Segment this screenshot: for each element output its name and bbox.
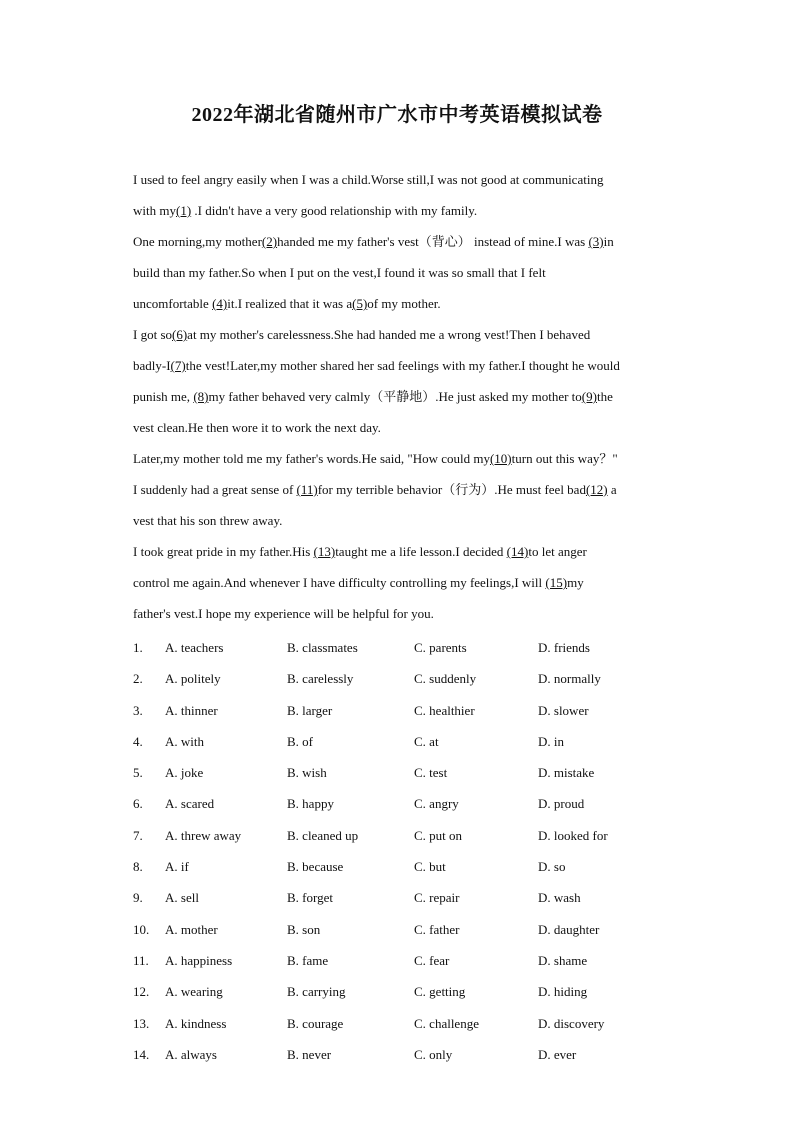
option-d[interactable]: D. in (538, 733, 564, 749)
option-c[interactable]: C. put on (414, 827, 463, 843)
option-c[interactable]: C. at (414, 733, 439, 749)
passage-text: punish me, (133, 389, 194, 404)
question-row (133, 980, 673, 1011)
question-number: 3. (133, 702, 143, 718)
passage-line (133, 385, 673, 416)
option-b[interactable]: B. cleaned up (287, 827, 359, 843)
option-d[interactable]: D. normally (538, 671, 601, 687)
blank-number: (7) (170, 358, 186, 373)
option-a[interactable]: A. always (165, 1046, 217, 1062)
question-row (133, 824, 673, 855)
option-a[interactable]: A. threw away (165, 827, 242, 843)
passage-text: I used to feel angry easily when I was a child.Worse still,I was not good at communicating (133, 172, 604, 187)
option-a[interactable]: A. joke (165, 765, 204, 781)
option-d[interactable]: D. so (538, 859, 566, 875)
option-b[interactable]: B. son (287, 921, 321, 937)
question-row (133, 886, 673, 917)
option-c[interactable]: C. but (414, 859, 446, 875)
option-a[interactable]: A. thinner (165, 702, 218, 718)
passage-line (133, 540, 673, 571)
passage-line (133, 602, 673, 633)
passage-line (133, 354, 673, 385)
question-number: 9. (133, 890, 143, 906)
option-d[interactable]: D. proud (538, 796, 585, 812)
question-row (133, 949, 673, 980)
passage-text: I suddenly had a great sense of (133, 482, 297, 497)
question-row (133, 761, 673, 792)
option-c[interactable]: C. challenge (414, 1015, 479, 1031)
option-c[interactable]: C. repair (414, 890, 460, 906)
passage-text: build than my father.So when I put on the vest,I found it was so small that I felt (133, 265, 546, 280)
passage-text: uncomfortable (133, 296, 213, 311)
passage-text: of my mother. (367, 296, 441, 311)
passage-text: a (607, 482, 617, 497)
passage-line (133, 447, 673, 478)
passage-text: I got so (133, 327, 172, 342)
option-c[interactable]: C. only (414, 1046, 453, 1062)
question-number: 11. (133, 952, 149, 968)
cloze-passage (133, 168, 673, 633)
question-row (133, 1043, 673, 1074)
option-a[interactable]: A. with (165, 733, 204, 749)
option-c[interactable]: C. parents (414, 640, 467, 655)
blank-number: (5) (352, 296, 368, 311)
passage-text: the vest!Later,my mother shared her sad feelings with my father.I thought he would (185, 358, 620, 373)
passage-text: Later,my mother told me my father's words.He said, "How could my (133, 451, 490, 466)
question-row (133, 918, 673, 949)
passage-text: in (603, 234, 614, 249)
question-number: 2. (133, 671, 143, 687)
passage-line (133, 168, 673, 199)
option-a[interactable]: A. sell (165, 890, 199, 906)
option-a[interactable]: A. wearing (165, 984, 223, 1000)
option-b[interactable]: B. fame (287, 952, 329, 968)
blank-number: (3) (588, 234, 604, 249)
passage-text: my father behaved very calmly（平静地）.He just asked my mother to (208, 389, 582, 404)
passage-line (133, 509, 673, 540)
passage-text: vest clean.He then wore it to work the next day. (133, 420, 381, 435)
passage-line (133, 199, 673, 230)
passage-text: vest that his son threw away. (133, 513, 283, 528)
question-number: 1. (133, 640, 143, 655)
passage-line (133, 323, 673, 354)
option-d[interactable]: D. discovery (538, 1015, 605, 1031)
option-a[interactable]: A. kindness (165, 1015, 227, 1031)
option-d[interactable]: D. wash (538, 890, 581, 906)
option-b[interactable]: B. forget (287, 890, 333, 906)
passage-line (133, 478, 673, 509)
passage-text: the (596, 389, 613, 404)
passage-text: taught me a life lesson.I decided (335, 544, 507, 559)
option-b[interactable]: B. carrying (287, 984, 346, 1000)
blank-number: (1) (175, 203, 192, 218)
passage-line (133, 230, 673, 261)
option-d[interactable]: D. ever (538, 1046, 577, 1062)
passage-line (133, 261, 673, 292)
blank-number: (8) (193, 389, 209, 404)
option-c[interactable]: C. getting (414, 984, 466, 1000)
option-b[interactable]: B. larger (287, 702, 333, 718)
option-d[interactable]: D. slower (538, 702, 589, 718)
question-number: 10. (133, 921, 150, 937)
option-c[interactable]: C. healthier (414, 702, 475, 718)
blank-number: (9) (581, 389, 597, 404)
question-number: 13. (133, 1015, 150, 1031)
blank-number: (10) (489, 451, 512, 466)
option-c[interactable]: C. father (414, 921, 460, 937)
question-number: 8. (133, 859, 143, 875)
passage-text: One morning,my mother (133, 234, 262, 249)
blank-number: (6) (172, 327, 188, 342)
option-b[interactable]: B. because (287, 859, 344, 875)
exam-title: 2022年湖北省随州市广水市中考英语模拟试卷 (191, 104, 603, 126)
question-row (133, 667, 673, 698)
option-b[interactable]: B. wish (287, 765, 327, 781)
option-a[interactable]: A. teachers (165, 640, 224, 655)
option-d[interactable]: D. mistake (538, 765, 595, 781)
question-number: 14. (133, 1046, 150, 1062)
option-d[interactable]: D. friends (538, 640, 590, 655)
question-row (133, 855, 673, 886)
question-row (133, 792, 673, 823)
question-row (133, 730, 673, 761)
option-b[interactable]: B. carelessly (287, 671, 354, 687)
option-b[interactable]: B. classmates (287, 640, 358, 655)
passage-line (133, 292, 673, 323)
blank-number: (13) (313, 544, 336, 559)
blank-number: (11) (296, 482, 318, 497)
option-b[interactable]: B. never (287, 1046, 332, 1062)
passage-text: to let anger (528, 544, 587, 559)
blank-number: (14) (506, 544, 529, 559)
option-b[interactable]: B. courage (287, 1015, 344, 1031)
passage-text: control me again.And whenever I have difficulty controlling my feelings,I will (133, 575, 546, 590)
question-row (133, 636, 673, 667)
passage-text: at my mother's carelessness.She had handed me a wrong vest!Then I behaved (187, 327, 591, 342)
question-number: 12. (133, 984, 150, 1000)
question-options (133, 636, 673, 1074)
option-a[interactable]: A. if (165, 859, 189, 875)
option-c[interactable]: C. angry (414, 796, 459, 812)
passage-text: father's vest.I hope my experience will be helpful for you. (133, 606, 434, 621)
option-a[interactable]: A. scared (165, 796, 215, 812)
question-number: 6. (133, 796, 143, 812)
option-d[interactable]: D. looked for (538, 827, 608, 843)
option-a[interactable]: A. happiness (165, 952, 233, 968)
question-number: 7. (133, 827, 143, 843)
blank-number: (12) (585, 482, 608, 497)
passage-text: turn out this way？" (511, 451, 618, 466)
question-row (133, 699, 673, 730)
passage-text: for my terrible behavior（行为）.He must feel bad (317, 482, 586, 497)
option-a[interactable]: A. mother (165, 921, 218, 937)
option-c[interactable]: C. suddenly (414, 671, 477, 687)
blank-number: (15) (545, 575, 568, 590)
blank-number: (2) (261, 234, 278, 249)
option-b[interactable]: B. happy (287, 796, 334, 812)
question-number: 4. (133, 733, 143, 749)
option-c[interactable]: C. fear (414, 952, 450, 968)
passage-text: I took great pride in my father.His (133, 544, 314, 559)
option-d[interactable]: D. hiding (538, 984, 588, 1000)
question-row (133, 1012, 673, 1043)
passage-text: badly-I (133, 358, 171, 373)
option-d[interactable]: D. shame (538, 952, 588, 968)
passage-line (133, 571, 673, 602)
passage-line (133, 416, 673, 447)
passage-text: my (567, 575, 584, 590)
passage-text: handed me my father's vest（背心） instead of mine.I was (277, 234, 589, 249)
passage-text: .I didn't have a very good relationship with my family. (191, 203, 478, 218)
passage-text: with my (133, 203, 176, 218)
passage-text: it.I realized that it was a (227, 296, 353, 311)
blank-number: (4) (212, 296, 228, 311)
option-c[interactable]: C. test (414, 765, 448, 781)
option-d[interactable]: D. daughter (538, 921, 600, 937)
question-number: 5. (133, 765, 143, 781)
option-b[interactable]: B. of (287, 733, 313, 749)
option-a[interactable]: A. politely (165, 671, 221, 687)
